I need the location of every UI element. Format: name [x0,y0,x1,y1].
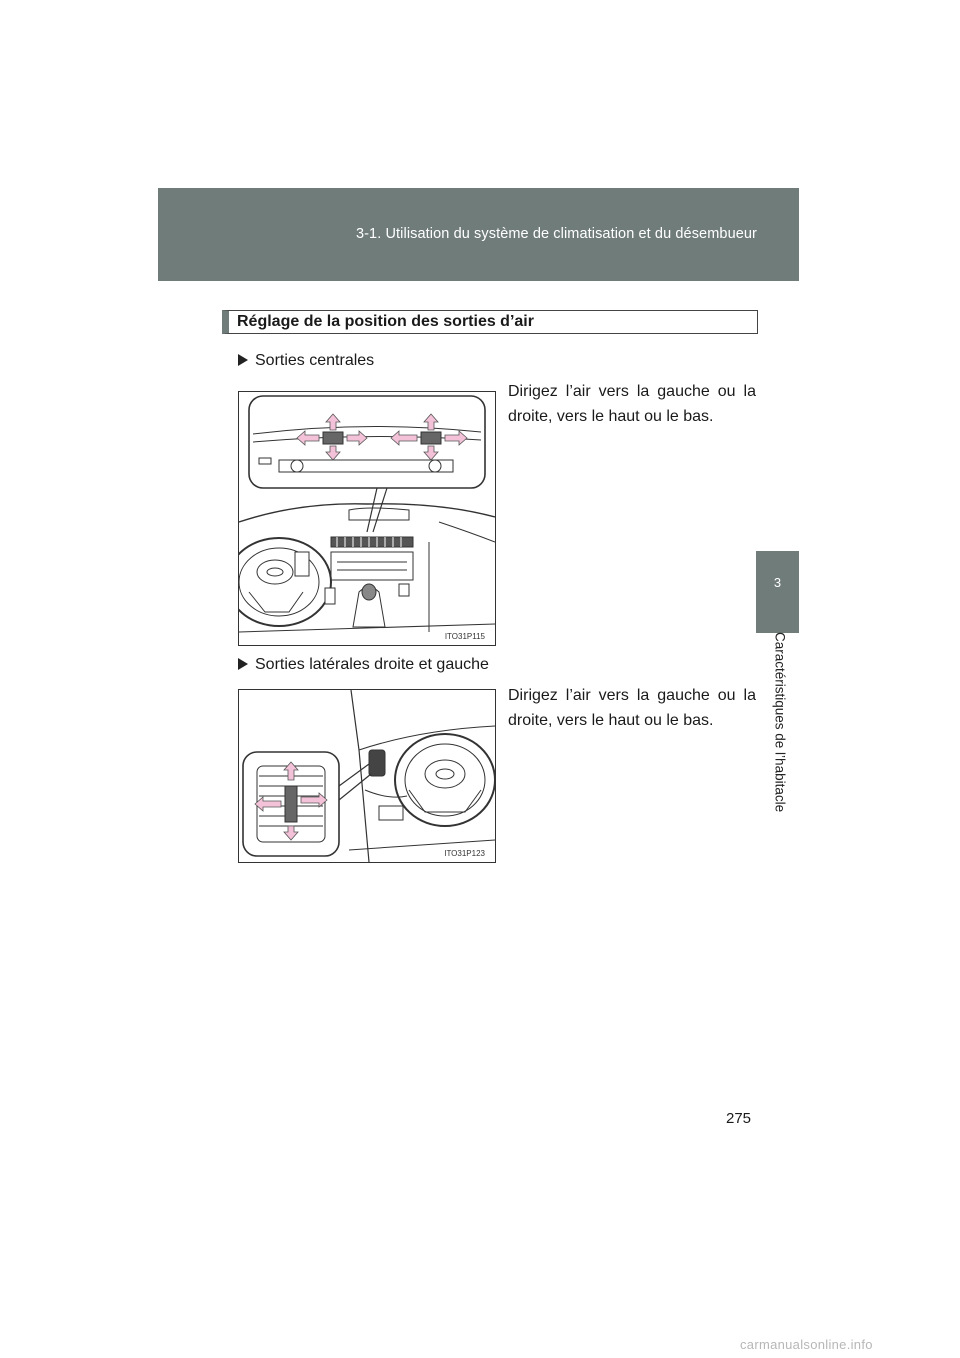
bullet-triangle-icon [238,658,248,670]
bullet-central-vents [238,352,374,370]
figure-central-vents [238,391,496,646]
description-side-vents: Dirigez l’air vers la gauche ou la droite, vers le haut ou le bas. [508,687,756,729]
chapter-number: 3 [773,575,782,590]
header-title: 3-1. Utilisation du système de climatisation et du désembueur [355,226,757,242]
section-heading-box [222,310,758,334]
description-central-vents: Dirigez l’air vers la gauche ou la droite, vers le haut ou le bas. [508,383,756,425]
dashboard-central-vents-illustration [239,392,495,645]
figure-side-vents [238,689,496,863]
side-vent-illustration [239,690,495,862]
page-number: 275 [726,1110,752,1127]
watermark: carmanualsonline.info [740,1337,873,1352]
bullet-label: Sorties latérales droite et gauche [255,656,489,673]
bullet-label: Sorties centrales [255,352,375,369]
chapter-label: Caractéristiques de l’habitacle [772,632,788,813]
chapter-tab[interactable] [756,551,799,633]
header-band [158,188,799,281]
figure-code: ITO31P115 [444,632,485,641]
section-title: Réglage de la position des sorties d’air [237,313,534,330]
bullet-triangle-icon [238,354,248,366]
bullet-side-vents [238,656,489,674]
figure-code: ITO31P123 [444,849,485,858]
